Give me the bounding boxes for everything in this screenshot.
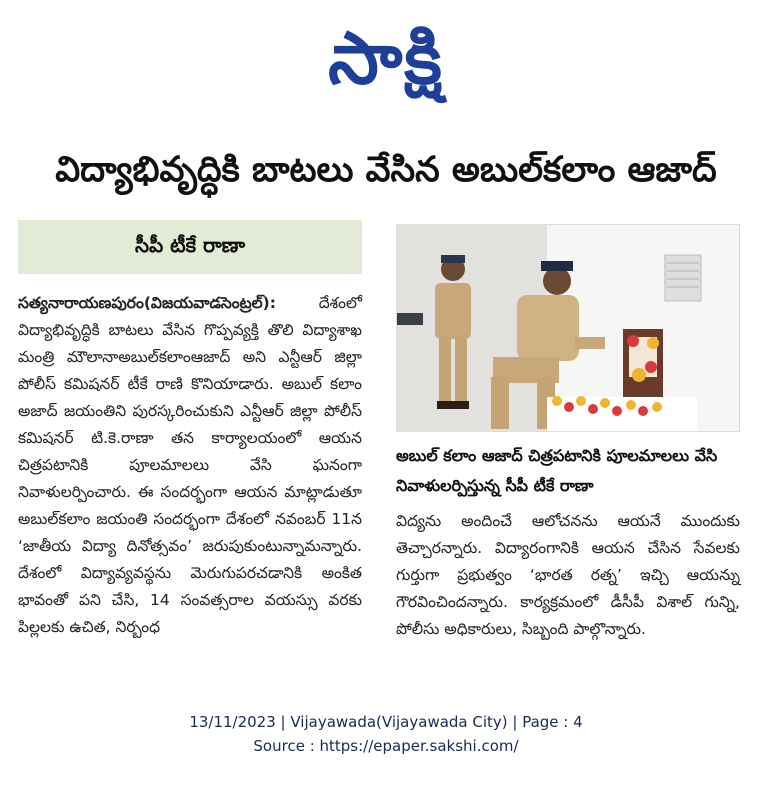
footer-date-edition: 13/11/2023 | Vijayawada(Vijayawada City) | Page : 4	[189, 713, 583, 731]
article-photo	[396, 224, 740, 432]
photo-caption: అబుల్‌ కలాం ఆజాద్‌ చిత్రపటానికి పూలమాలలు వేసి నివాళులర్పిస్తున్న సీపీ టీకే రాణా	[396, 446, 718, 495]
dateline: సత్యనారాయణపురం(విజయవాడసెంట్రల్‌):	[18, 294, 276, 312]
article-headline: విద్యాభివృద్ధికి బాటలు వేసిన అబుల్‌కలాం ఆజాద్‌	[55, 150, 717, 190]
article-body-right	[396, 508, 740, 643]
byline-box	[18, 220, 362, 274]
photo-illustration	[397, 225, 740, 432]
footer-source: Source : https://epaper.sakshi.com/	[253, 737, 519, 755]
body-left-text: దేశంలో విద్యాభివృద్ధికి బాటలు వేసిన గొప్పవ్యక్తి తొలి విద్యాశాఖ మంత్రి మౌలానాఅబుల్‌కలాంఆజాద్‌ అని ఎన్టీఆర్‌ జిల్లా పోలీస్‌ కమిషనర్‌ టీకే రాణి కొనియాడారు. అబుల్‌ కలాం అజాద్‌ జయంతిని పురస్కరించుకుని ఎన్టీఆర్‌ జిల్లా పోలీస్‌ కమిషనర్‌ టి.కె.రాణా తన కార్యాలయంలో ఆయన చిత్రపటానికి పూలమాలలు వేసి ఘనంగా నివాళులర్పించారు. ఈ సందర్భంగా ఆయన మాట్లాడుతూ అబుల్‌కలాం జయంతి సందర్భంగా దేశంలో నవంబర్‌ 11న ‘జాతీయ విద్యా దినోత్సవం’ జరుపుకుంటున్నామన్నారు. దేశంలో విద్యావ్యవస్థను మెరుగుపరచడానికి అంకిత భావంతో పని చేసి, 14 సంవత్సరాల వయస్సు వరకు పిల్లలకు ఉచిత, నిర్బంధ	[18, 294, 362, 636]
article-body-left	[18, 290, 362, 641]
newspaper-logo: సాక్షి	[328, 16, 444, 100]
byline: సీపీ టీకే రాణా	[134, 232, 246, 257]
body-right-text: విద్యను అందించే ఆలోచనను ఆయనే ముందుకు తెచ్చారన్నారు. విద్యారంగానికి ఆయన చేసిన సేవలకు గుర్తుగా ప్రభుత్వం ‘భారత రత్న’ ఇచ్చి ఆయన్ను గౌరవించిందన్నారు. కార్యక్రమంలో డీసీపీ విశాల్‌ గున్ని, పోలీసు అధికారులు, సిబ్బంది పాల్గొన్నారు.	[396, 512, 740, 638]
